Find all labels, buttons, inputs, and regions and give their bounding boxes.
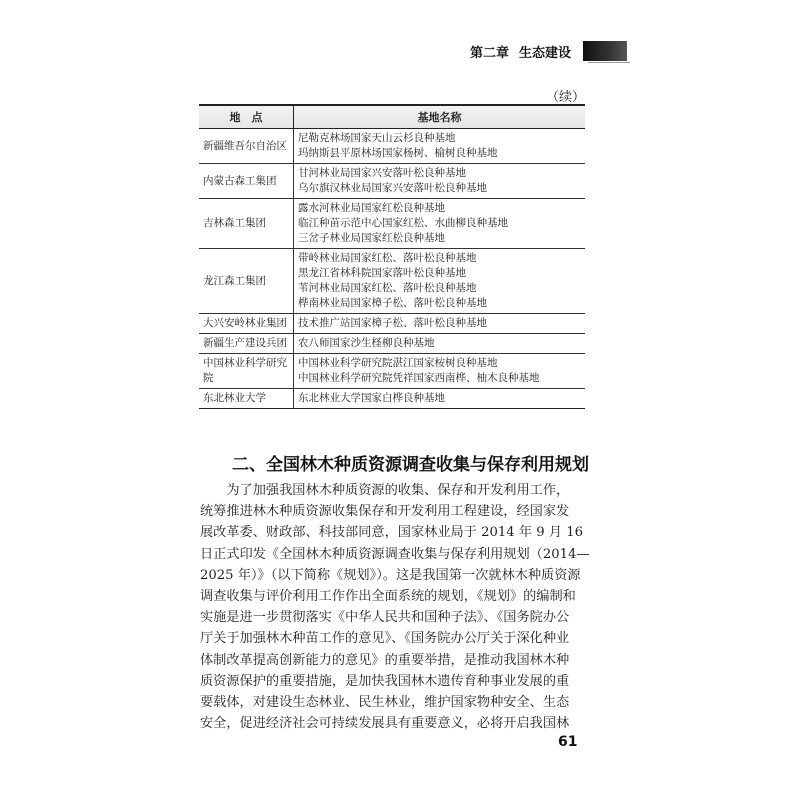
- body-line: 统筹推进林木种质资源收集保存和开发利用工程建设，经国家发: [200, 504, 570, 520]
- section-heading: 二、全国林木种质资源调查收集与保存利用规划: [232, 455, 589, 475]
- table-cell-place: 大兴安岭林业集团: [199, 314, 294, 334]
- base-name: 带岭林业局国家红松、落叶松良种基地: [298, 252, 477, 264]
- body-line: 为了加强我国林木种质资源的收集、保存和开发利用工作，: [200, 483, 570, 498]
- body-line: 厅关于加强林木种苗工作的意见》、《国务院办公厅关于深化种业: [200, 631, 570, 647]
- base-name: 乌尔旗汉林业局国家兴安落叶松良种基地: [298, 182, 487, 194]
- base-name: 苇河林业局国家红松、落叶松良种基地: [298, 282, 477, 294]
- base-name: 东北林业大学国家白桦良种基地: [298, 392, 445, 404]
- table-cell-place: 东北林业大学: [199, 389, 294, 409]
- table-cell-base-names: [294, 164, 586, 199]
- base-name: 三岔子林业局国家红松良种基地: [298, 232, 445, 244]
- continued-label: （续）: [546, 90, 586, 105]
- base-name: 黑龙江省林科院国家落叶松良种基地: [298, 267, 466, 279]
- body-line: 要载体，对建设生态林业、民生林业，维护国家物种安全、生态: [200, 695, 570, 711]
- table-row: [199, 164, 585, 199]
- body-line: 调查收集与评价利用工作作出全面系统的规划，《规划》的编制和: [200, 589, 576, 605]
- base-name: 中国林业科学研究院凭祥国家西南桦、柚木良种基地: [298, 372, 540, 384]
- table-row: [199, 389, 585, 409]
- table-cell-place: 龙江森工集团: [199, 249, 294, 314]
- table-row: [199, 354, 585, 389]
- table-row: [199, 129, 585, 164]
- base-name: 临江种苗示范中心国家红松、水曲柳良种基地: [298, 217, 508, 229]
- body-line: 实施是进一步贯彻落实《中华人民共和国种子法》、《国务院办公: [200, 610, 570, 626]
- base-name: 技术推广站国家樟子松、落叶松良种基地: [298, 317, 487, 329]
- table-cell-base-names: [294, 314, 586, 334]
- table-cell-base-names: [294, 199, 586, 249]
- body-line: 安全，促进经济社会可持续发展具有重要意义，必将开启我国林: [200, 716, 570, 732]
- body-line: 2025 年）》（以下简称《规划》）。这是我国第一次就林木种质资源: [200, 567, 581, 583]
- body-paragraph: [200, 480, 588, 734]
- base-name: 尼勒克林场国家天山云杉良种基地: [298, 132, 456, 144]
- body-line: 体制改革提高创新能力的意见》的重要举措，是推动我国林木种: [200, 652, 570, 668]
- table-header-row: [199, 105, 585, 129]
- table-cell-place: 新疆维吾尔自治区: [199, 129, 294, 164]
- table-cell-base-names: [294, 129, 586, 164]
- running-head: [470, 40, 627, 62]
- table-cell-place: 中国林业科学研究院: [199, 354, 294, 389]
- body-line: 质资源保护的重要措施，是加快我国林木遗传育种事业发展的重: [200, 673, 570, 689]
- base-name: 中国林业科学研究院湛江国家桉树良种基地: [298, 357, 498, 369]
- page-number: 61: [558, 734, 578, 750]
- base-name: 桦南林业局国家樟子松、落叶松良种基地: [298, 297, 487, 309]
- table-cell-base-names: [294, 334, 586, 354]
- table-header-place: 地 点: [199, 105, 294, 129]
- base-name: 农八师国家沙生柽柳良种基地: [298, 337, 435, 349]
- header-rule: [588, 62, 630, 63]
- table-row: [199, 249, 585, 314]
- table-cell-place: 新疆生产建设兵团: [199, 334, 294, 354]
- table-cell-place: 内蒙古森工集团: [199, 164, 294, 199]
- table-row: [199, 314, 585, 334]
- table-cell-base-names: [294, 389, 586, 409]
- table-body: [199, 129, 585, 409]
- table-cell-place: 吉林森工集团: [199, 199, 294, 249]
- table-row: [199, 334, 585, 354]
- base-name: 甘河林业局国家兴安落叶松良种基地: [298, 167, 466, 179]
- seed-base-table: [199, 104, 585, 409]
- table-cell-base-names: [294, 354, 586, 389]
- body-line: 日正式印发《全国林木种质资源调查收集与保存利用规划（2014—: [200, 546, 590, 562]
- body-line: 展改革委、财政部、科技部同意，国家林业局于 2014 年 9 月 16: [200, 525, 584, 541]
- table-row: [199, 199, 585, 249]
- table-header-base-name: 基地名称: [294, 105, 586, 129]
- chapter-section-name: 生态建设: [519, 45, 572, 61]
- base-name: 露水河林业局国家红松良种基地: [298, 202, 445, 214]
- header-decoration-bar: [583, 41, 627, 61]
- base-name: 玛纳斯县平原林场国家杨树、榆树良种基地: [298, 147, 498, 159]
- table-cell-base-names: [294, 249, 586, 314]
- chapter-number: 第二章: [470, 45, 510, 61]
